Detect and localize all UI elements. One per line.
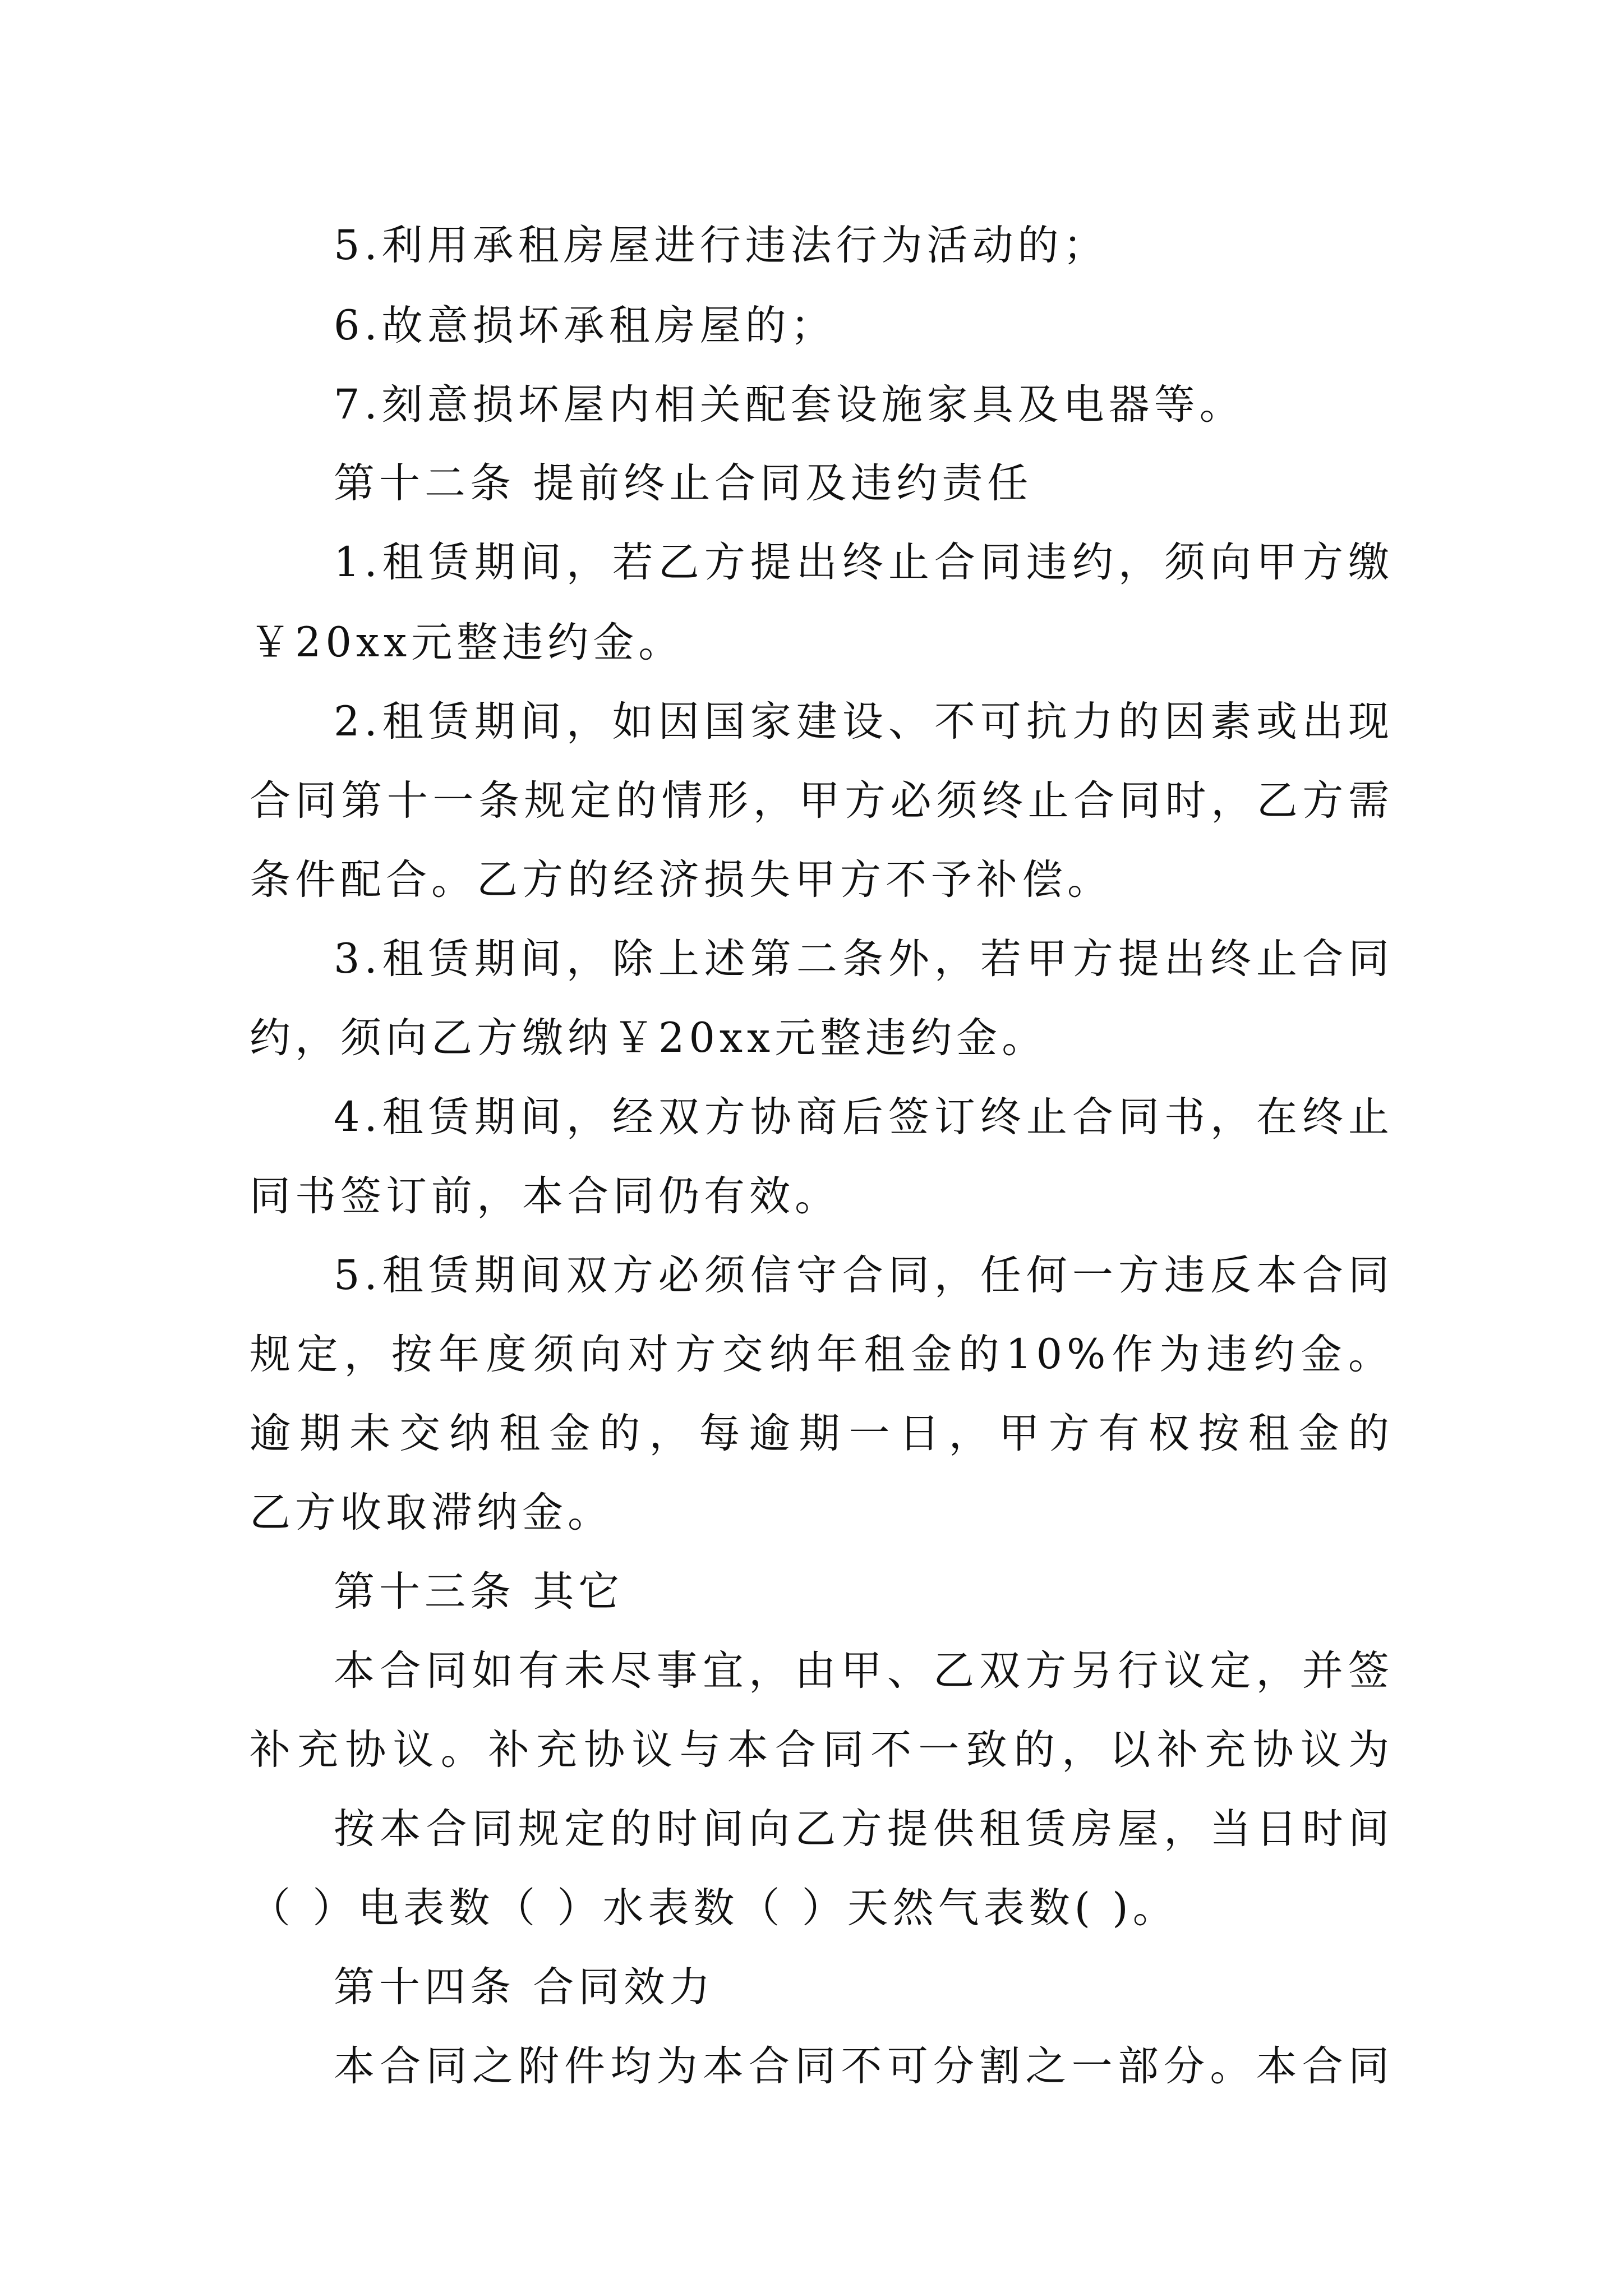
clause-line: 合同第十一条规定的情形，甲方必须终止合同时，乙方需: [250, 777, 1394, 825]
section-heading: 第十三条 其它: [334, 1568, 624, 1616]
clause-line: 1.租赁期间，若乙方提出终止合同违约，须向甲方缴: [334, 539, 1394, 586]
clause-line: 7.刻意损坏屋内相关配套设施家具及电器等。: [334, 381, 1245, 429]
clause-line: 6.故意损坏承租房屋的；: [334, 302, 836, 349]
clause-line: 补充协议。补充协议与本合同不一致的，以补充协议为: [250, 1726, 1394, 1774]
clause-line: 3.租赁期间，除上述第二条外，若甲方提出终止合同: [334, 935, 1394, 983]
clause-line: （ ）电表数（ ）水表数（ ）天然气表数( )。: [250, 1884, 1178, 1932]
clause-line: 本合同之附件均为本合同不可分割之一部分。本合同: [334, 2042, 1394, 2090]
clause-line: 条件配合。乙方的经济损失甲方不予补偿。: [250, 856, 1113, 904]
clause-line: ￥20xx元整违约金。: [250, 619, 684, 666]
clause-line: 5.利用承租房屋进行违法行为活动的；: [334, 222, 1109, 269]
section-heading: 第十二条 提前终止合同及违约责任: [334, 459, 1033, 507]
clause-line: 乙方收取滞纳金。: [250, 1489, 613, 1536]
clause-line: 2.租赁期间，如因国家建设、不可抗力的因素或出现: [334, 698, 1394, 746]
clause-line: 逾期未交纳租金的，每逾期一日，甲方有权按租金的: [250, 1410, 1394, 1457]
clause-line: 规定，按年度须向对方交纳年租金的10%作为违约金。: [250, 1331, 1394, 1378]
clause-line: 约，须向乙方缴纳￥20xx元整违约金。: [250, 1014, 1048, 1062]
clause-line: 本合同如有未尽事宜，由甲、乙双方另行议定，并签: [334, 1647, 1394, 1695]
clause-line: 4.租赁期间，经双方协商后签订终止合同书，在终止: [334, 1093, 1394, 1141]
clause-line: 同书签订前，本合同仍有效。: [250, 1172, 840, 1220]
clause-line: 按本合同规定的时间向乙方提供租赁房屋，当日时间: [334, 1805, 1394, 1853]
clause-line: 5.租赁期间双方必须信守合同，任何一方违反本合同: [334, 1251, 1394, 1299]
section-heading: 第十四条 合同效力: [334, 1963, 715, 2011]
